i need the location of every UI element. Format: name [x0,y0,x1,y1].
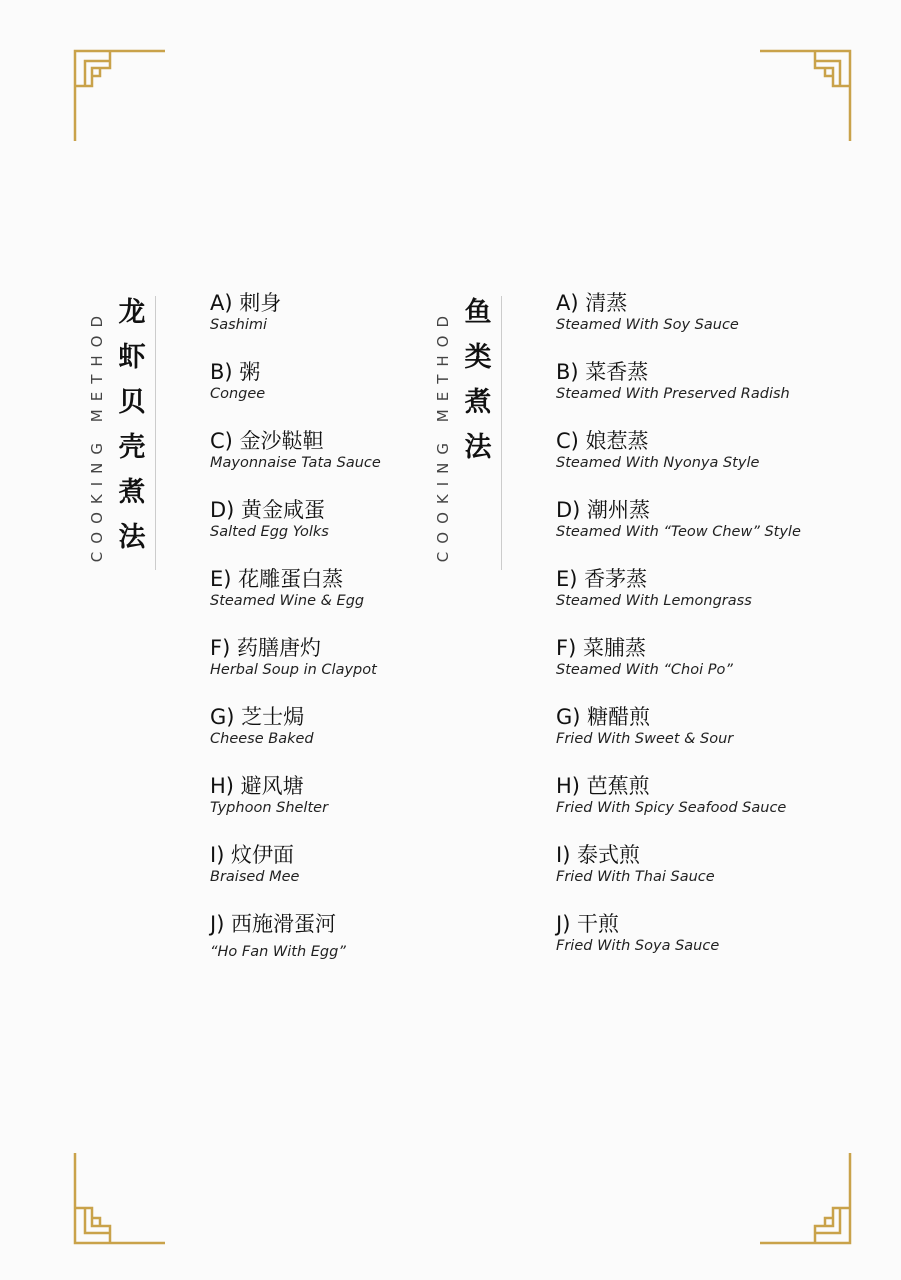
item-english-name: Braised Mee [210,869,300,885]
item-english-name: Cheese Baked [210,731,314,747]
item-chinese-name: F) 菜脯蒸 [556,636,646,660]
item-english-name: Fried With Thai Sauce [556,869,715,885]
title-char: 龙 [118,297,146,328]
title-char: 虾 [118,342,146,373]
item-chinese-name: C) 金沙鞑靼 [210,429,324,453]
item-chinese-name: D) 潮州蒸 [556,498,651,522]
menu-item [556,773,801,842]
cooking-method-text: COOKING METHOD [88,307,106,563]
item-english-name: Steamed With Preserved Radish [556,386,790,402]
corner-ornament-bottom-right-icon [755,1148,855,1248]
item-chinese-name: E) 香茅蒸 [556,567,648,591]
cooking-method-label [432,290,454,580]
item-english-name: Sashimi [210,317,268,333]
title-char: 鱼 [464,297,492,328]
item-english-name: Mayonnaise Tata Sauce [210,455,381,471]
menu-item [556,359,801,428]
item-english-name: Salted Egg Yolks [210,524,329,540]
title-char: 法 [464,432,492,463]
item-chinese-name: H) 避风塘 [210,774,304,798]
menu-item [556,566,801,635]
title-char: 类 [464,342,492,373]
item-english-name: Fried With Soya Sauce [556,938,720,954]
item-english-name: Steamed With Nyonya Style [556,455,760,471]
menu-item [210,842,381,911]
title-char: 壳 [118,432,146,463]
item-chinese-name: A) 清蒸 [556,291,628,315]
menu-item [556,704,801,773]
item-chinese-name: C) 娘惹蒸 [556,429,649,453]
vertical-divider [155,296,156,570]
menu-item [210,566,381,635]
menu-item [210,497,381,566]
item-english-name: Fried With Spicy Seafood Sauce [556,800,787,816]
item-english-name: Herbal Soup in Claypot [210,662,377,678]
menu-item [210,911,381,980]
menu-item-list [556,290,801,980]
item-chinese-name: B) 粥 [210,360,261,384]
title-char: 煮 [464,387,492,418]
item-chinese-name: D) 黄金咸蛋 [210,498,326,522]
item-chinese-name: I) 泰式煎 [556,843,641,867]
section-title-lobster [114,290,150,560]
menu-item [210,428,381,497]
item-chinese-name: A) 刺身 [210,291,282,315]
item-chinese-name: J) 干煎 [556,912,620,936]
item-chinese-name: H) 芭蕉煎 [556,774,650,798]
item-english-name: Steamed With “Choi Po” [556,662,733,678]
menu-item [556,911,801,980]
cooking-method-text: COOKING METHOD [434,307,452,563]
menu-item [210,704,381,773]
cooking-method-label [86,290,108,580]
menu-item-list [210,290,381,980]
title-char: 法 [118,522,146,553]
title-char: 煮 [118,477,146,508]
item-chinese-name: G) 糖醋煎 [556,705,651,729]
menu-item [556,290,801,359]
item-chinese-name: F) 药膳唐灼 [210,636,321,660]
item-english-name: Steamed With Soy Sauce [556,317,739,333]
item-english-name: Steamed Wine & Egg [210,593,365,609]
corner-ornament-bottom-left-icon [70,1148,170,1248]
item-english-name: “Ho Fan With Egg” [210,944,346,960]
menu-item [556,842,801,911]
item-chinese-name: B) 菜香蒸 [556,360,649,384]
section-title-fish [460,290,496,470]
item-chinese-name: G) 芝士焗 [210,705,305,729]
vertical-divider [501,296,502,570]
item-chinese-name: E) 花雕蛋白蒸 [210,567,344,591]
item-chinese-name: J) 西施滑蛋河 [210,912,337,936]
menu-item [556,428,801,497]
item-english-name: Steamed With Lemongrass [556,593,752,609]
menu-item [556,497,801,566]
menu-item [210,290,381,359]
item-english-name: Fried With Sweet & Sour [556,731,734,747]
corner-ornament-top-right-icon [755,46,855,146]
item-english-name: Typhoon Shelter [210,800,329,816]
item-english-name: Congee [210,386,266,402]
item-english-name: Steamed With “Teow Chew” Style [556,524,801,540]
menu-item [556,635,801,704]
title-char: 贝 [118,387,146,418]
menu-item [210,359,381,428]
menu-item [210,635,381,704]
menu-item [210,773,381,842]
item-chinese-name: I) 炆伊面 [210,843,295,867]
corner-ornament-top-left-icon [70,46,170,146]
